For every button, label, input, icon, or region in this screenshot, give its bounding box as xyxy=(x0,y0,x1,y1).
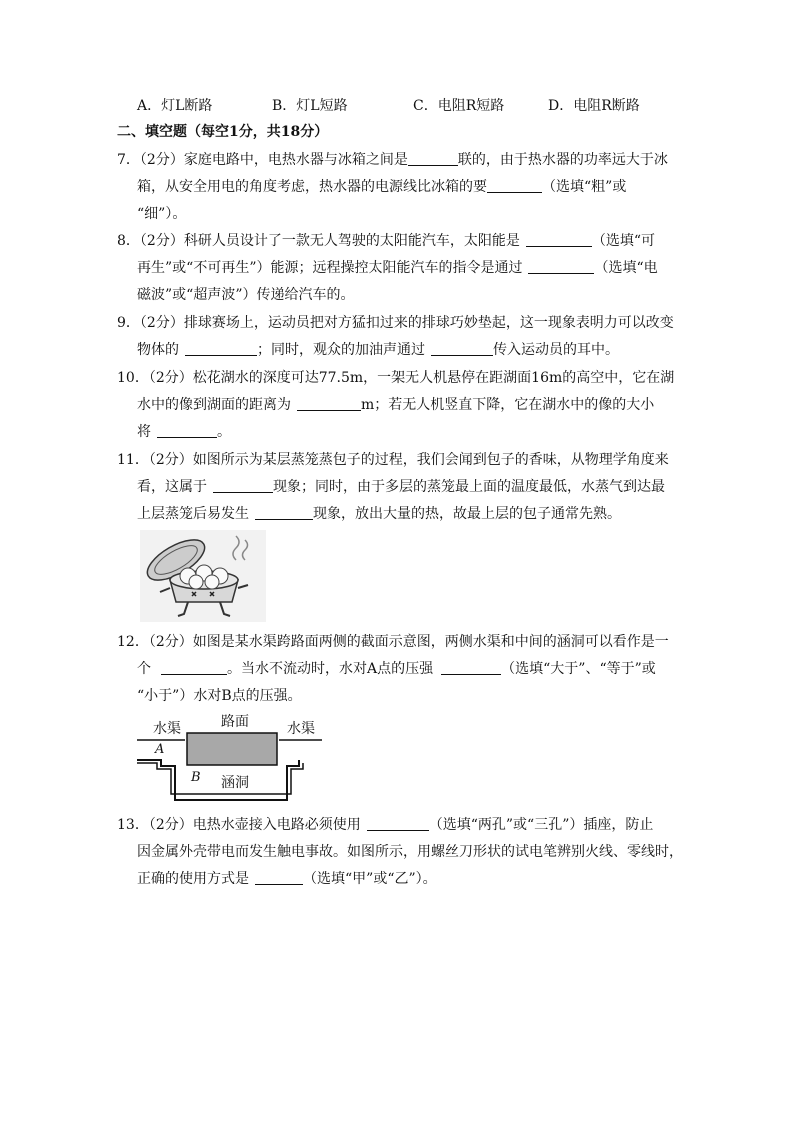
q13-text-3b: （选填“甲”或“乙”）。 xyxy=(303,871,437,887)
q9-text-2b: ；同时，观众的加油声通过 xyxy=(257,342,425,358)
q13-text-1b: （选填“两孔”或“三孔”）插座，防止 xyxy=(428,817,654,833)
q12-blank-2 xyxy=(441,660,501,675)
label-left-channel: 水渠 xyxy=(153,721,181,737)
label-road: 路面 xyxy=(221,714,249,730)
q13-blank-2 xyxy=(255,870,303,885)
q7-blank-2 xyxy=(487,178,542,193)
q11-text-2a: 看，这属于 xyxy=(137,479,207,495)
q10-line2 xyxy=(137,395,654,415)
label-culvert: 涵洞 xyxy=(221,775,249,791)
q7-text-2b: （选填“粗”或 xyxy=(542,179,627,195)
q10-text-2b: m；若无人机竖直下降，它在湖水中的像的大小 xyxy=(361,397,655,413)
q6-option-a: A．灯L断路 xyxy=(137,98,213,114)
label-point-b: B xyxy=(191,770,201,785)
q11-line3 xyxy=(137,504,621,524)
q8-line3: 磁波”或“超声波”）传递给汽车的。 xyxy=(137,287,355,303)
q7-text-1a: 7．（2分）家庭电路中，电热水器与冰箱之间是 xyxy=(117,152,408,168)
q8-line2 xyxy=(137,258,658,278)
q13-line2: 因金属外壳带电而发生触电事故。如图所示，用螺丝刀形状的试电笔辨别火线、零线时， xyxy=(137,844,683,860)
q7-line1 xyxy=(117,150,668,170)
q10-line1: 10．（2分）松花湖水的深度可达77.5m，一架无人机悬停在距湖面16m的高空中，它在湖 xyxy=(117,370,675,386)
q11-text-3b: 现象，放出大量的热，故最上层的包子通常先熟。 xyxy=(313,506,621,522)
q8-text-2a: 再生”或“不可再生”）能源；远程操控太阳能汽车的指令是通过 xyxy=(137,260,523,276)
section-title: 二、填空题（每空1分，共18分） xyxy=(117,124,329,140)
q8-text-1a: 8．（2分）科研人员设计了一款无人驾驶的太阳能汽车，太阳能是 xyxy=(117,233,520,249)
q12-line2 xyxy=(137,659,656,679)
q12-line1: 12．（2分）如图是某水渠跨路面两侧的截面示意图，两侧水渠和中间的涵洞可以看作是一 xyxy=(117,634,669,650)
q12-text-2b: 。当水不流动时，水对A点的压强 xyxy=(227,661,434,677)
q12-line3: “小于”）水对B点的压强。 xyxy=(137,688,302,704)
q10-text-2a: 水中的像到湖面的距离为 xyxy=(137,397,291,413)
q11-line2 xyxy=(137,477,665,497)
q9-text-2c: 传入运动员的耳中。 xyxy=(493,342,619,358)
q13-text-3a: 正确的使用方式是 xyxy=(137,871,249,887)
steamer-figure xyxy=(140,530,266,622)
q9-blank-2 xyxy=(431,341,493,356)
q6-option-c: C．电阻R短路 xyxy=(413,98,505,114)
q9-line1: 9．（2分）排球赛场上，运动员把对方猛扣过来的排球巧妙垫起，这一现象表明力可以改变 xyxy=(117,315,674,331)
q13-line1 xyxy=(117,815,653,835)
q8-blank-2 xyxy=(528,259,594,274)
q7-blank-1 xyxy=(408,151,458,166)
q10-line3 xyxy=(137,422,231,442)
q10-blank-2 xyxy=(157,423,217,438)
q8-line1 xyxy=(117,231,655,251)
q11-blank-2 xyxy=(255,505,313,520)
q8-text-1b: （选填“可 xyxy=(591,233,655,249)
q7-text-1b: 联的，由于热水器的功率远大于冰 xyxy=(457,152,668,168)
q13-blank-1 xyxy=(367,816,429,831)
q8-blank-1 xyxy=(526,232,592,247)
q13-text-1a: 13．（2分）电热水壶接入电路必须使用 xyxy=(117,817,361,833)
q10-blank-1 xyxy=(297,396,361,411)
q9-text-2a: 物体的 xyxy=(137,342,179,358)
q12-text-2a: 个 xyxy=(137,661,151,677)
q9-line2 xyxy=(137,340,619,360)
q11-text-2b: 现象；同时，由于多层的蒸笼最上面的温度最低，水蒸气到达最 xyxy=(273,479,665,495)
label-point-a: A xyxy=(155,742,165,757)
q13-line3 xyxy=(137,869,437,889)
q11-text-3a: 上层蒸笼后易发生 xyxy=(137,506,249,522)
q6-option-b: B．灯L短路 xyxy=(272,98,348,114)
q10-text-3b: 。 xyxy=(217,424,231,440)
q6-option-d: D．电阻R断路 xyxy=(548,98,640,114)
q7-line3: “细”）。 xyxy=(137,206,187,222)
q7-text-2a: 箱，从安全用电的角度考虑，热水器的电源线比冰箱的要 xyxy=(137,179,487,195)
label-right-channel: 水渠 xyxy=(287,721,315,737)
q11-blank-1 xyxy=(213,478,273,493)
q12-blank-1 xyxy=(161,660,227,675)
q8-text-2b: （选填“电 xyxy=(594,260,658,276)
q9-blank-1 xyxy=(185,341,257,356)
q11-line1: 11．（2分）如图所示为某层蒸笼蒸包子的过程，我们会闻到包子的香味，从物理学角度来 xyxy=(117,452,669,468)
q10-text-3a: 将 xyxy=(137,424,151,440)
culvert-figure xyxy=(137,708,327,806)
q12-text-2c: （选填“大于”、“等于”或 xyxy=(501,661,656,677)
q7-line2 xyxy=(137,177,626,197)
